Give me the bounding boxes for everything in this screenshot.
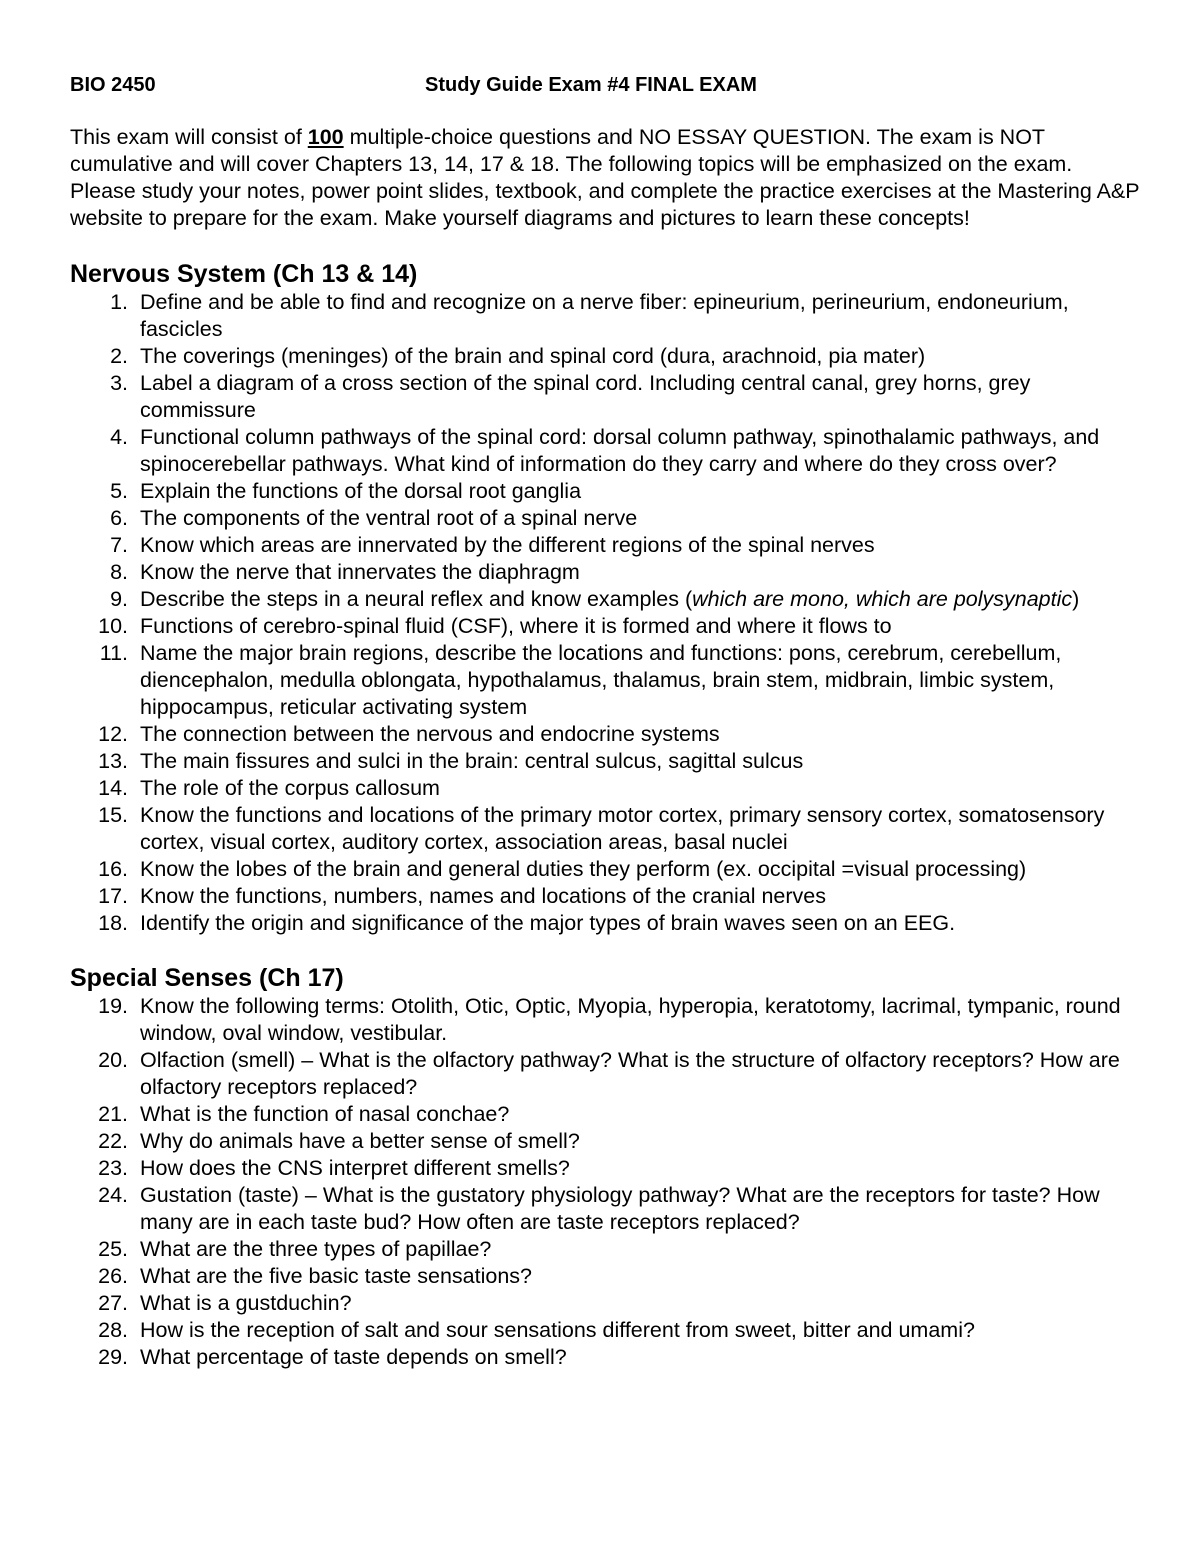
topic-text: What is the function of nasal conchae? [140,1102,510,1126]
topic-number: 22. [98,1129,128,1153]
topic-text: Explain the functions of the dorsal root ganglia [140,479,582,503]
topic-item [70,802,1140,856]
topic-item [70,1155,1140,1182]
topic-number: 5. [110,479,128,503]
topic-text: How does the CNS interpret different smells? [140,1156,570,1180]
document-title: Study Guide Exam #4 FINAL EXAM [425,74,757,96]
topic-text: Why do animals have a better sense of smell? [140,1129,580,1153]
topic-number: 26. [98,1264,128,1288]
topic-number: 1. [110,290,128,314]
topic-text: What are the five basic taste sensations? [140,1264,532,1288]
topic-item [70,613,1140,640]
topic-number: 20. [98,1048,128,1072]
topic-text-italic: which are mono, which are polysynaptic [692,587,1073,611]
study-guide-page [70,72,1140,1371]
intro-text-before: This exam will consist of [70,125,308,149]
topic-item [70,910,1140,937]
topic-text: Identify the origin and significance of the major types of brain waves seen on an EEG. [140,911,956,935]
topic-text: Name the major brain regions, describe the locations and functions: pons, cerebrum, cerebellum, diencephalon, medulla oblongata, hypothalamus, thalamus, brain stem, midbrain, limbic system, hippocampus, reticular activating system [140,641,1062,719]
topic-text: What are the three types of papillae? [140,1237,492,1261]
topic-text: The role of the corpus callosum [140,776,440,800]
topic-number: 28. [98,1318,128,1342]
topic-text: Label a diagram of a cross section of the spinal cord. Including central canal, grey horns, grey commissure [140,371,1031,422]
topic-number: 16. [98,857,128,881]
topic-number: 21. [98,1102,128,1126]
topic-item [70,343,1140,370]
topic-number: 11. [99,641,128,665]
topic-item [70,1236,1140,1263]
topic-text: What percentage of taste depends on smell? [140,1345,567,1369]
topic-number: 24. [98,1183,128,1207]
topic-text: Functional column pathways of the spinal cord: dorsal column pathway, spinothalamic pathways, and spinocerebellar pathways. What kind of information do they carry and where do they cross over? [140,425,1100,476]
topic-item [70,370,1140,424]
topic-number: 6. [110,506,128,530]
document-header [70,72,1140,100]
topic-item [70,856,1140,883]
special-senses-topic-list [70,993,1140,1371]
topic-item [70,559,1140,586]
topic-item [70,532,1140,559]
topic-text: Functions of cerebro-spinal fluid (CSF), where it is formed and where it flows to [140,614,892,638]
topic-text: Know the functions, numbers, names and locations of the cranial nerves [140,884,826,908]
topic-number: 3. [110,371,128,395]
topic-item [70,1047,1140,1101]
topic-item [70,1128,1140,1155]
topic-item [70,1182,1140,1236]
topic-text: What is a gustduchin? [140,1291,352,1315]
topic-item [70,640,1140,721]
topic-number: 7. [110,533,128,557]
topic-item [70,1317,1140,1344]
topic-text: The components of the ventral root of a spinal nerve [140,506,638,530]
topic-item [70,748,1140,775]
topic-number: 12. [98,722,128,746]
topic-item [70,775,1140,802]
intro-paragraph [70,124,1140,232]
question-count: 100 [307,125,344,149]
topic-number: 13. [98,749,128,773]
topic-text: Define and be able to find and recognize on a nerve fiber: epineurium, perineurium, endoneurium, fascicles [140,290,1069,341]
topic-text: The connection between the nervous and endocrine systems [140,722,720,746]
topic-number: 4. [110,425,128,449]
section-heading-nervous-system: Nervous System (Ch 13 & 14) [70,260,418,288]
topic-item [70,1263,1140,1290]
topic-item [70,424,1140,478]
topic-item [70,1290,1140,1317]
topic-text: Know the nerve that innervates the diaphragm [140,560,580,584]
topic-number: 19. [98,994,128,1018]
topic-number: 27. [98,1291,128,1315]
topic-item [70,721,1140,748]
intro-text-after: multiple-choice questions and NO ESSAY QUESTION. The exam is NOT cumulative and will cover Chapters 13, 14, 17 & 18. The following topics will be emphasized on the exam. Please study your notes, power point slides, textbook, and complete the practice exercises at the Mastering A&P website to prepare for the exam. Make yourself diagrams and pictures to learn these concepts! [70,125,1140,230]
topic-number: 9. [110,587,128,611]
topic-text: Know the lobes of the brain and general duties they perform (ex. occipital =visual processing) [140,857,1027,881]
topic-item [70,505,1140,532]
topic-number: 10. [98,614,128,638]
topic-item [70,1101,1140,1128]
topic-item [70,993,1140,1047]
topic-number: 29. [98,1345,128,1369]
section-heading-special-senses: Special Senses (Ch 17) [70,964,344,992]
topic-text: The coverings (meninges) of the brain and spinal cord (dura, arachnoid, pia mater) [140,344,926,368]
topic-text: How is the reception of salt and sour sensations different from sweet, bitter and umami? [140,1318,975,1342]
topic-item [70,289,1140,343]
topic-number: 14. [98,776,128,800]
topic-number: 18. [98,911,128,935]
topic-number: 8. [110,560,128,584]
topic-number: 25. [98,1237,128,1261]
topic-item [70,883,1140,910]
topic-text: Olfaction (smell) – What is the olfactory pathway? What is the structure of olfactory receptors? How are olfactory receptors replaced? [140,1048,1120,1099]
topic-text: Describe the steps in a neural reflex and know examples ( [140,587,693,611]
topic-number: 15. [98,803,128,827]
topic-text: The main fissures and sulci in the brain: central sulcus, sagittal sulcus [140,749,804,773]
topic-item [70,586,1140,613]
topic-item [70,478,1140,505]
topic-text: Gustation (taste) – What is the gustatory physiology pathway? What are the receptors for taste? How many are in each taste bud? How often are taste receptors replaced? [140,1183,1100,1234]
topic-text-after: ) [1072,587,1080,611]
nervous-system-topic-list [70,289,1140,937]
topic-text: Know which areas are innervated by the different regions of the spinal nerves [140,533,875,557]
topic-number: 2. [110,344,128,368]
topic-number: 17. [98,884,128,908]
topic-item [70,1344,1140,1371]
topic-text: Know the functions and locations of the primary motor cortex, primary sensory cortex, somatosensory cortex, visual cortex, auditory cortex, association areas, basal nuclei [140,803,1105,854]
topic-text: Know the following terms: Otolith, Otic, Optic, Myopia, hyperopia, keratotomy, lacrimal, tympanic, round window, oval window, vestibular. [140,994,1121,1045]
topic-number: 23. [98,1156,128,1180]
course-code: BIO 2450 [70,74,156,96]
